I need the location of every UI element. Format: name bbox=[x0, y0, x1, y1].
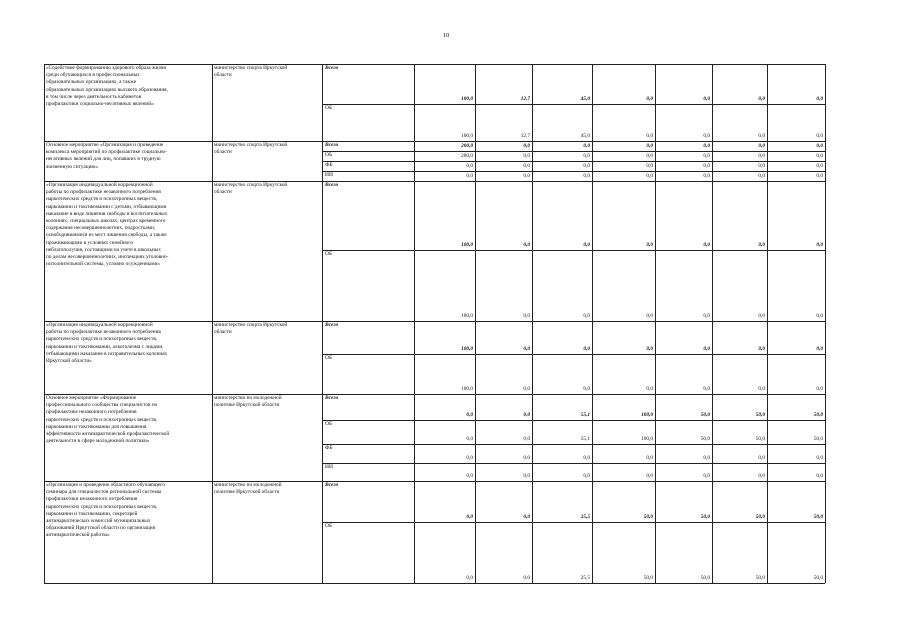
amount-cell: 0,0 bbox=[466, 173, 473, 179]
amount-cell: 12,7 bbox=[520, 133, 530, 139]
table-rule bbox=[322, 354, 825, 355]
amount-cell: 0,0 bbox=[758, 313, 765, 319]
amount-cell: 100,0 bbox=[641, 412, 653, 418]
amount-cell: 0,0 bbox=[523, 455, 530, 461]
amount-cell: 0,0 bbox=[816, 163, 823, 169]
funding-source: ОБ bbox=[325, 152, 333, 158]
amount-cell: 0,0 bbox=[646, 386, 653, 392]
amount-cell: 0,0 bbox=[703, 455, 710, 461]
amount-cell: 50,0 bbox=[700, 514, 710, 520]
funding-source: ОБ bbox=[325, 523, 333, 529]
table-rule bbox=[322, 250, 825, 251]
amount-cell: 0,0 bbox=[758, 163, 765, 169]
amount-cell: 0,0 bbox=[646, 143, 653, 149]
executor-name: министерство спорта Иркутской области bbox=[214, 182, 288, 196]
table-rule bbox=[322, 161, 825, 162]
funding-source: ОБ bbox=[325, 355, 333, 361]
executor-name: министерство спорта Иркутской области bbox=[214, 65, 288, 79]
amount-cell: 0,0 bbox=[466, 455, 473, 461]
amount-cell: 0,0 bbox=[703, 242, 710, 248]
amount-cell: 0,0 bbox=[583, 173, 590, 179]
amount-cell: 0,0 bbox=[523, 143, 530, 149]
amount-cell: 0,0 bbox=[583, 313, 590, 319]
amount-cell: 50,0 bbox=[755, 412, 765, 418]
amount-cell: 25,5 bbox=[580, 575, 590, 581]
amount-cell: 0,0 bbox=[758, 455, 765, 461]
executor-name: министерство спорта Иркутской области bbox=[214, 322, 288, 336]
amount-cell: 0,0 bbox=[703, 143, 710, 149]
amount-cell: 0,0 bbox=[646, 455, 653, 461]
budget-table bbox=[44, 64, 825, 583]
amount-cell: 0,0 bbox=[646, 163, 653, 169]
amount-cell: 55,1 bbox=[580, 412, 590, 418]
amount-cell: 100,0 bbox=[641, 436, 653, 442]
amount-cell: 0,0 bbox=[646, 242, 653, 248]
amount-cell: 0,0 bbox=[523, 436, 530, 442]
funding-source: Всего bbox=[325, 322, 339, 328]
amount-cell: 0,0 bbox=[816, 455, 823, 461]
amount-cell: 0,0 bbox=[758, 173, 765, 179]
amount-cell: 0,0 bbox=[816, 143, 823, 149]
funding-source: Всего bbox=[325, 395, 339, 401]
amount-cell: 50,0 bbox=[700, 412, 710, 418]
funding-source: Всего bbox=[325, 482, 339, 488]
amount-cell: 0,0 bbox=[646, 346, 653, 352]
amount-cell: 50,0 bbox=[700, 575, 710, 581]
amount-cell: 50,0 bbox=[755, 436, 765, 442]
amount-cell: 50,0 bbox=[813, 412, 823, 418]
amount-cell: 100,0 bbox=[461, 133, 473, 139]
activity-description: «Организация и проведение областного обучающего семинара для специалистов региональной системы профилактики незаконного потребления наркотических средств и психотропных веществ, наркомании и токсикомании, секретарей антинаркотических комиссий муниципальных образований Иркутской области по организации антинаркотической работы» bbox=[46, 482, 165, 539]
funding-source: ФБ bbox=[325, 162, 333, 168]
amount-cell: 50,0 bbox=[755, 514, 765, 520]
amount-cell: 0,0 bbox=[523, 514, 530, 520]
amount-cell: 0,0 bbox=[466, 514, 473, 520]
amount-cell: 50,0 bbox=[755, 575, 765, 581]
amount-cell: 0,0 bbox=[646, 153, 653, 159]
amount-cell: 0,0 bbox=[816, 96, 823, 102]
amount-cell: 0,0 bbox=[466, 412, 473, 418]
amount-cell: 0,0 bbox=[583, 386, 590, 392]
amount-cell: 0,0 bbox=[583, 153, 590, 159]
funding-source: Всего bbox=[325, 182, 339, 188]
amount-cell: 0,0 bbox=[758, 242, 765, 248]
funding-source: ОБ bbox=[325, 251, 333, 257]
activity-description: Основное мероприятие «Формирование профессионального сообщества специалистов по профилактике незаконного потребления наркотических средств и психотропных веществ, наркомании и токсикомании для повышения эффективности антинаркотической профилактической деятельности в сфере молодежной политики» bbox=[46, 395, 170, 445]
table-rule bbox=[322, 463, 825, 464]
table-rule bbox=[322, 104, 825, 105]
amount-cell: 0,0 bbox=[466, 473, 473, 479]
funding-source: Всего bbox=[325, 65, 339, 71]
amount-cell: 0,0 bbox=[816, 153, 823, 159]
executor-name: министерство по молодежной политике Иркутской области bbox=[214, 482, 282, 496]
amount-cell: 0,0 bbox=[758, 96, 765, 102]
activity-description: «Организация индивидуальной коррекционной работы по профилактике незаконного потребления наркотических средств и психотропных веществ, наркомании и токсикомании, алкоголизма с лицами, отбывающими наказание в исправительных колониях Иркутской области» bbox=[46, 322, 168, 365]
funding-source: ОБ bbox=[325, 105, 333, 111]
amount-cell: 0,0 bbox=[758, 346, 765, 352]
table-rule bbox=[825, 64, 826, 583]
amount-cell: 0,0 bbox=[523, 163, 530, 169]
amount-cell: 100,0 bbox=[461, 386, 473, 392]
amount-cell: 0,0 bbox=[583, 346, 590, 352]
amount-cell: 0,0 bbox=[466, 575, 473, 581]
amount-cell: 55,1 bbox=[580, 436, 590, 442]
amount-cell: 0,0 bbox=[703, 133, 710, 139]
amount-cell: 0,0 bbox=[703, 473, 710, 479]
amount-cell: 0,0 bbox=[758, 153, 765, 159]
amount-cell: 0,0 bbox=[816, 473, 823, 479]
amount-cell: 100,0 bbox=[461, 313, 473, 319]
table-rule bbox=[322, 444, 825, 445]
amount-cell: 0,0 bbox=[523, 153, 530, 159]
amount-cell: 50,0 bbox=[813, 514, 823, 520]
amount-cell: 0,0 bbox=[583, 163, 590, 169]
amount-cell: 0,0 bbox=[703, 153, 710, 159]
amount-cell: 0,0 bbox=[523, 575, 530, 581]
activity-description: Основное мероприятие «Организация и проведение комплекса мероприятий по профилактике социально- негативных явлений для лиц, попавших в трудную жизненную ситуацию» bbox=[46, 142, 167, 170]
amount-cell: 0,0 bbox=[816, 242, 823, 248]
amount-cell: 0,0 bbox=[523, 173, 530, 179]
amount-cell: 50,0 bbox=[643, 514, 653, 520]
amount-cell: 50,0 bbox=[700, 436, 710, 442]
amount-cell: 0,0 bbox=[646, 473, 653, 479]
amount-cell: 0,0 bbox=[703, 163, 710, 169]
amount-cell: 0,0 bbox=[523, 473, 530, 479]
funding-source: ИИ bbox=[325, 172, 333, 178]
amount-cell: 0,0 bbox=[758, 386, 765, 392]
amount-cell: 0,0 bbox=[523, 346, 530, 352]
table-rule bbox=[44, 583, 825, 584]
amount-cell: 0,0 bbox=[816, 313, 823, 319]
amount-cell: 0,0 bbox=[703, 173, 710, 179]
amount-cell: 100,0 bbox=[461, 346, 473, 352]
amount-cell: 0,0 bbox=[523, 412, 530, 418]
amount-cell: 0,0 bbox=[703, 96, 710, 102]
amount-cell: 0,0 bbox=[758, 143, 765, 149]
amount-cell: 0,0 bbox=[466, 436, 473, 442]
amount-cell: 100,0 bbox=[461, 242, 473, 248]
amount-cell: 0,0 bbox=[758, 473, 765, 479]
funding-source: ИИ bbox=[325, 464, 333, 470]
amount-cell: 50,0 bbox=[813, 436, 823, 442]
amount-cell: 0,0 bbox=[466, 163, 473, 169]
activity-description: «Организация индивидуальной коррекционной работы по профилактике незаконного потребления наркотических средств и психотропных веществ, наркомании и токсикомании с детьми, отбывающими наказание в виде лишения свободы в воспитательных колониях, специальных школах, центрах временного содержания несовершеннолетних, подростками, освободившимися из мест лишения свободы, а также проживающими в условиях семейного неблагополучия, состоящими на учете в школьных по делам несовершеннолетних, инспекциях уголовно- исполнительной системы, условно осужденными» bbox=[46, 182, 169, 268]
amount-cell: 0,0 bbox=[646, 313, 653, 319]
amount-cell: 0,0 bbox=[816, 173, 823, 179]
amount-cell: 45,0 bbox=[580, 133, 590, 139]
amount-cell: 0,0 bbox=[583, 242, 590, 248]
amount-cell: 45,0 bbox=[580, 96, 590, 102]
executor-name: министерство по молодежной политике Иркутской области bbox=[214, 395, 282, 409]
amount-cell: 0,0 bbox=[523, 242, 530, 248]
table-rule bbox=[322, 171, 825, 172]
amount-cell: 0,0 bbox=[758, 133, 765, 139]
amount-cell: 25,5 bbox=[580, 514, 590, 520]
executor-name: министерство спорта Иркутской области bbox=[214, 142, 288, 156]
funding-source: Всего bbox=[325, 142, 339, 148]
table-rule bbox=[322, 522, 825, 523]
amount-cell: 0,0 bbox=[583, 143, 590, 149]
table-rule bbox=[322, 151, 825, 152]
amount-cell: 0,0 bbox=[703, 313, 710, 319]
funding-source: ФБ bbox=[325, 445, 333, 451]
table-rule bbox=[322, 420, 825, 421]
amount-cell: 0,0 bbox=[523, 313, 530, 319]
amount-cell: 0,0 bbox=[816, 133, 823, 139]
amount-cell: 0,0 bbox=[703, 346, 710, 352]
activity-description: «Содействие формированию здорового образа жизни среди обучающихся в профессиональных образовательных организациях, а также образовательных организациях высшего образования, в том числе через деятельность кабинетов профилактики социально-негативных явлений» bbox=[46, 65, 168, 108]
amount-cell: 200,0 bbox=[461, 143, 473, 149]
amount-cell: 0,0 bbox=[583, 473, 590, 479]
amount-cell: 200,0 bbox=[461, 153, 473, 159]
amount-cell: 0,0 bbox=[703, 386, 710, 392]
amount-cell: 0,0 bbox=[646, 96, 653, 102]
amount-cell: 50,0 bbox=[813, 575, 823, 581]
amount-cell: 0,0 bbox=[816, 346, 823, 352]
amount-cell: 100,0 bbox=[461, 96, 473, 102]
amount-cell: 50,0 bbox=[643, 575, 653, 581]
amount-cell: 0,0 bbox=[646, 133, 653, 139]
amount-cell: 0,0 bbox=[523, 386, 530, 392]
funding-source: ОБ bbox=[325, 421, 333, 427]
amount-cell: 0,0 bbox=[583, 455, 590, 461]
amount-cell: 0,0 bbox=[646, 173, 653, 179]
amount-cell: 0,0 bbox=[816, 386, 823, 392]
page-number: 10 bbox=[442, 32, 450, 39]
amount-cell: 12,7 bbox=[520, 96, 530, 102]
